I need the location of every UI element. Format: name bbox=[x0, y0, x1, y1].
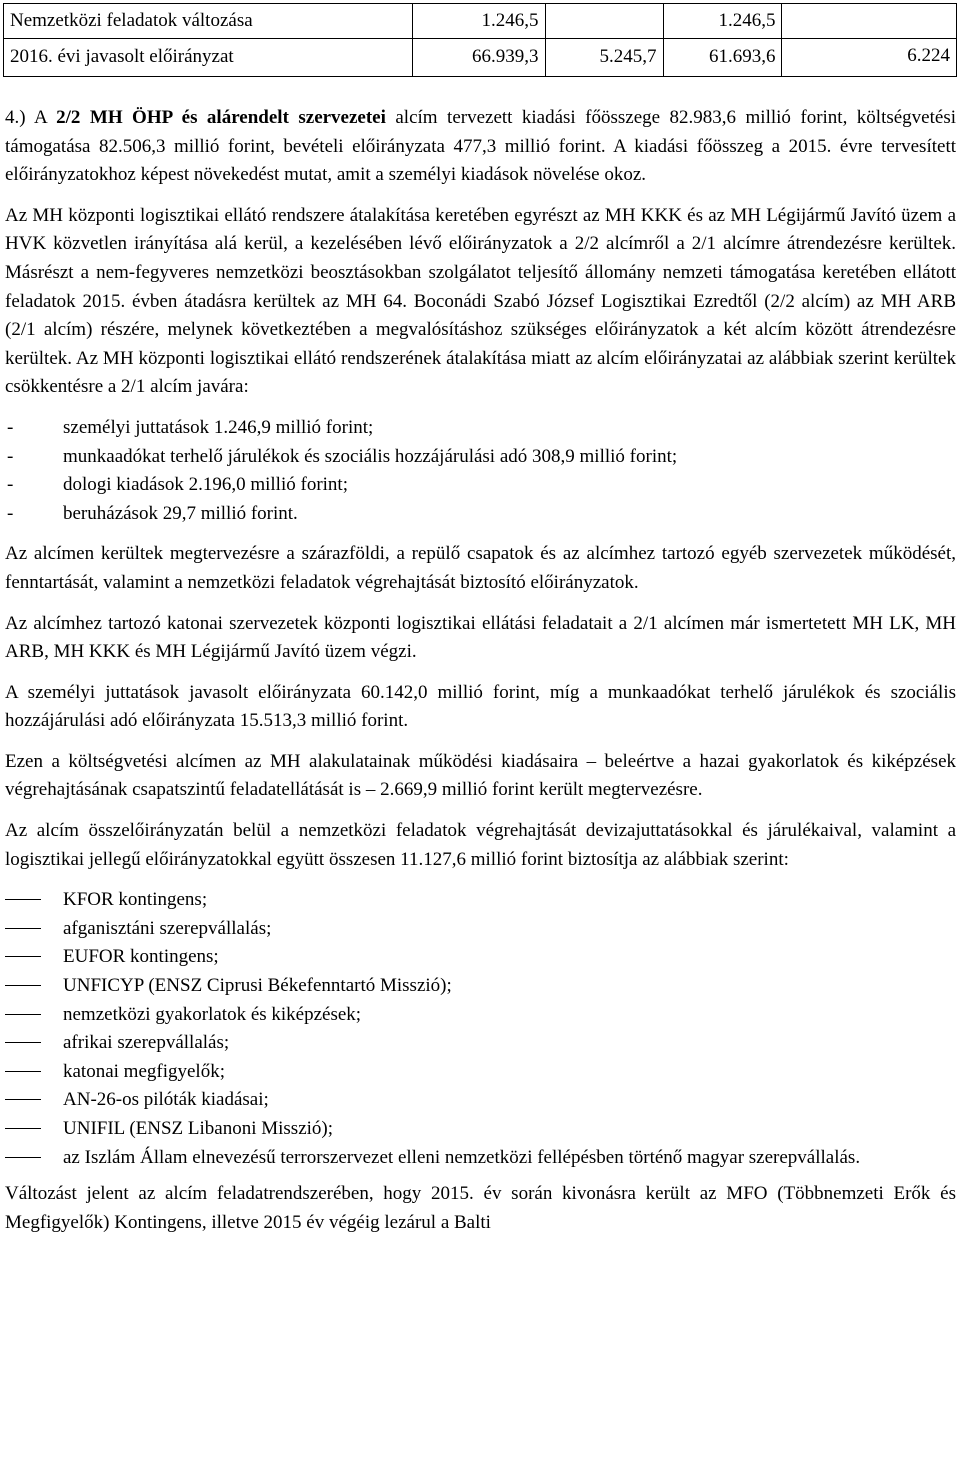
table-cell-label: Nemzetközi feladatok változása bbox=[4, 4, 413, 39]
list-item-text: UNFICYP (ENSZ Ciprusi Békefenntartó Misszió); bbox=[63, 975, 452, 997]
list-item-text: beruházások 29,7 millió forint. bbox=[63, 502, 298, 524]
dash-marker bbox=[5, 1128, 41, 1129]
list-item-text: katonai megfigyelők; bbox=[63, 1060, 225, 1082]
list-item bbox=[5, 471, 956, 500]
list-item bbox=[5, 1086, 956, 1115]
paragraph-planning: Az alcímen kerültek megtervezésre a szárazföldi, a repülő csapatok és az alcímhez tartozó egyéb szervezetek működését, fenntartását, valamint a nemzetközi feladatok végrehajtását biztosító előirányzatok. bbox=[5, 543, 956, 593]
list-item bbox=[5, 414, 956, 443]
list-item-text: dologi kiadások 2.196,0 millió forint; bbox=[63, 474, 348, 496]
dash-marker bbox=[5, 899, 41, 900]
list-marker: - bbox=[7, 502, 14, 524]
list-item-text: afganisztáni szerepvállalás; bbox=[63, 917, 272, 939]
dash-marker bbox=[5, 956, 41, 957]
mission-list bbox=[5, 886, 956, 1172]
list-item-text: UNIFIL (ENSZ Libanoni Misszió); bbox=[63, 1118, 334, 1139]
paragraph-international: Az alcím összelőirányzatán belül a nemzetközi feladatok végrehajtását devizajuttatásokkal és járulékaival, valamint a logisztikai jellegű előirányzatokkal együtt összesen 11.127,6 millió forint biztosítja az alábbiak szerint: bbox=[5, 820, 956, 870]
paragraph-personnel: A személyi juttatások javasolt előirányzata 60.142,0 millió forint, míg a munkaadókat terhelő járulékok és szociális hozzájárulási adó előirányzata 15.513,3 millió forint. bbox=[5, 681, 956, 732]
list-item bbox=[5, 1029, 956, 1058]
section-text: alcím tervezett kiadási főösszege 82.983,6 millió forint, költségvetési támogatása 82.506,3 millió forint, bevételi előirányzata 477,3 millió forint. A kiadási főösszeg a 2015. évre tervesített előirányzatokhoz képest növekedést mutat, amit a személyi kiadások növelése okoz. bbox=[5, 107, 957, 186]
list-marker: - bbox=[7, 445, 14, 467]
list-item-text: az Iszlám Állam elnevezésű terrorszervezet elleni nemzetközi fellépésben történő magyar szerepvállalás. bbox=[63, 1146, 861, 1168]
paragraph-supply: Az alcímhez tartozó katonai szervezetek központi logisztikai ellátási feladatait a 2/1 alcímen már ismertetett MH LK, MH ARB, MH KKK és MH Légijármű Javító üzem végzi. bbox=[5, 612, 956, 663]
table-cell: 6.224 bbox=[782, 39, 957, 77]
paragraph-operations: Ezen a költségvetési alcímen az MH alakulatainak működési kiadásaira – beleértve a hazai gyakorlatok és kiképzések végrehajtásának csapatszintű feladatellátását is – 2.669,9 millió forint került megtervezésre. bbox=[5, 750, 956, 801]
list-item-text: személyi juttatások 1.246,9 millió forint; bbox=[63, 416, 374, 438]
list-marker: - bbox=[7, 474, 14, 496]
table-row bbox=[4, 39, 957, 77]
table-cell bbox=[545, 4, 663, 39]
dash-marker bbox=[5, 1071, 41, 1072]
list-item bbox=[5, 972, 956, 1001]
list-item-text: KFOR kontingens; bbox=[63, 889, 208, 911]
list-item-text: munkaadókat terhelő járulékok és szociális hozzájárulási adó 308,9 millió forint; bbox=[63, 445, 678, 467]
reduction-list bbox=[5, 414, 956, 528]
paragraph-logistics: Az MH központi logisztikai ellátó rendszere átalakítása keretében egyrészt az MH KKK és az MH Légijármű Javító üzem a HVK közvetlen irányítása alá kerül, a kezelésében lévő előirányzatok a 2/2 alcímről a 2/1 alcímre átrendezésre kerültek. Másrészt a nem-fegyveres nemzetközi beosztásokban szolgálatot teljesítő állomány nemzeti támogatása keretében ellátott feladatok 2015. évben átadásra kerültek az MH 64. Boconádi Szabó József Logisztikai Ezredtől (2/2 alcím) az MH ARB (2/1 alcím) részére, melynek következtében a megvalósításhoz szükséges előirányzatok a két alcím között átrendezésre kerültek. Az MH központi logisztikai ellátó rendszerének átalakítása miatt az alcím előirányzatai az alábbiak szerint kerültek csökkentésre a 2/1 alcím javára: bbox=[5, 204, 956, 398]
list-item-text: EUFOR kontingens; bbox=[63, 946, 219, 968]
table-cell: 5.245,7 bbox=[545, 39, 663, 77]
list-item bbox=[5, 443, 956, 472]
dash-marker bbox=[5, 985, 41, 986]
list-item bbox=[5, 886, 956, 915]
table-cell bbox=[782, 4, 957, 39]
budget-table bbox=[3, 3, 957, 77]
table-cell: 1.246,5 bbox=[413, 4, 545, 39]
table-row bbox=[4, 4, 957, 39]
dash-marker bbox=[5, 1099, 41, 1100]
list-item bbox=[5, 943, 956, 972]
dash-marker bbox=[5, 1157, 41, 1158]
list-item bbox=[5, 915, 956, 944]
dash-marker bbox=[5, 928, 41, 929]
table-cell-label: 2016. évi javasolt előirányzat bbox=[4, 39, 413, 77]
section-title-bold: 2/2 MH ÖHP és alárendelt szervezetei bbox=[56, 107, 386, 128]
paragraph-changes: Változást jelent az alcím feladatrendszerében, hogy 2015. év során kivonásra került az MFO (Többnemzeti Erők és Megfigyelők) Kontingens, illetve 2015 év végéig lezárul a Balti bbox=[5, 1183, 956, 1233]
list-item bbox=[5, 500, 956, 529]
list-item-text: AN-26-os pilóták kiadásai; bbox=[63, 1089, 269, 1111]
section-prefix: 4.) A bbox=[5, 107, 57, 128]
dash-marker bbox=[5, 1042, 41, 1043]
list-item-text: afrikai szerepvállalás; bbox=[63, 1032, 230, 1054]
dash-marker bbox=[5, 1014, 41, 1015]
table-cell: 1.246,5 bbox=[663, 4, 782, 39]
section-4-paragraph bbox=[5, 104, 956, 190]
document-body bbox=[5, 104, 956, 1237]
table-cell: 66.939,3 bbox=[413, 39, 545, 77]
list-item bbox=[5, 1058, 956, 1087]
list-item bbox=[5, 1115, 956, 1144]
table-cell: 61.693,6 bbox=[663, 39, 782, 77]
list-item bbox=[5, 1144, 956, 1173]
list-item bbox=[5, 1001, 956, 1030]
list-item-text: nemzetközi gyakorlatok és kiképzések; bbox=[63, 1003, 362, 1025]
list-marker: - bbox=[7, 416, 14, 438]
